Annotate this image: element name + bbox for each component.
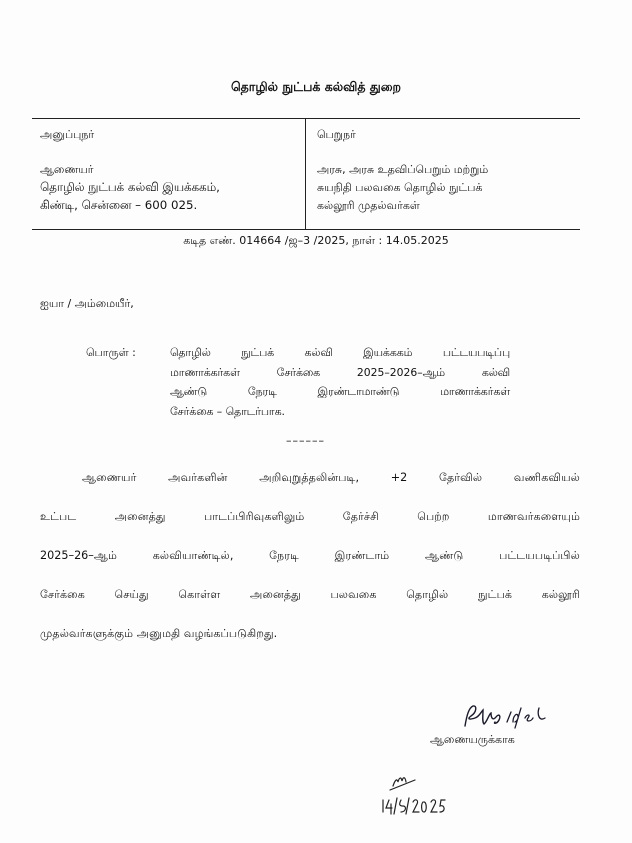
subject-word: நேரடி (247, 385, 277, 398)
recipient-line-2: சுயநிதி பலவகை தொழில் நுட்பக் (317, 181, 483, 194)
body-line (40, 540, 580, 571)
subject-word: இயக்ககம் (363, 346, 413, 359)
body-word: நேரடி (269, 549, 299, 562)
body-word: வணிகவியல் (513, 471, 580, 484)
body-word: அறிவுறுத்தலின்படி, (259, 471, 360, 484)
body-word: உட்பட (40, 510, 77, 523)
subject-line (170, 404, 510, 420)
signatory-label: ஆணையருக்காக (430, 733, 515, 746)
subject-word: பட்டயபடிப்பு (442, 346, 510, 359)
body-word: கல்லூரி (541, 588, 580, 601)
body-word: நுட்பக் (478, 588, 513, 601)
body-word: இரண்டாம் (334, 549, 390, 562)
body-word: மாணவர்களையும் (487, 510, 580, 523)
sender-designation: ஆணையர் (40, 163, 94, 176)
subject-word: மாணாக்கர்கள் (170, 365, 240, 379)
body-word: செய்து (114, 588, 149, 601)
body-word: தொழில் (406, 588, 449, 601)
subject-text (170, 345, 510, 419)
subject-word: நுட்பக் (241, 346, 275, 359)
body-word: 2025–26–ஆம் (40, 549, 118, 562)
table-divider (305, 118, 306, 230)
body-paragraph (40, 462, 580, 649)
subject-word: கல்வி (304, 346, 333, 359)
body-line (40, 579, 580, 610)
recipient-line-3: கல்லூரி முதல்வர்கள் (317, 199, 420, 212)
department-title: தொழில் நுட்பக் கல்வித் துறை (230, 79, 402, 94)
subject-word: 2025–2026–ஆம் (356, 365, 445, 379)
table-top-border (32, 118, 580, 119)
body-word: பாடப்பிரிவுகளிலும் (203, 510, 305, 523)
body-word: அவர்களின் (168, 471, 228, 484)
body-line (40, 501, 580, 532)
subject-separator: –––––– (286, 434, 325, 447)
body-word: அனைத்து (249, 588, 301, 601)
body-word: +2 (390, 471, 408, 484)
subject-line (170, 365, 510, 381)
recipient-label: பெறுநர் (317, 128, 356, 141)
sender-address: கிண்டி, சென்னை – 600 025. (40, 198, 198, 212)
subject-word: மாணாக்கர்கள் (440, 385, 510, 398)
handwritten-initials-date (375, 770, 465, 820)
body-word: தேர்ச்சி (342, 510, 379, 523)
body-word: பலவகை (330, 588, 377, 601)
body-word: சேர்க்கை (40, 588, 85, 601)
subject-line (170, 345, 510, 361)
body-line (40, 618, 580, 649)
subject-word: இரண்டாமாண்டு (317, 385, 400, 398)
body-word: கல்வியாண்டில், (152, 549, 234, 562)
salutation: ஐயா / அம்மையீர், (40, 297, 134, 310)
body-word: பெற்ற (417, 510, 450, 523)
subject-label: பொருள் : (86, 346, 136, 359)
subject-word: தொழில் (170, 346, 211, 359)
subject-word: ஆண்டு (170, 385, 208, 398)
sender-office: தொழில் நுட்பக் கல்வி இயக்ககம், (40, 180, 220, 194)
body-word: முதல்வர்களுக்கும் அனுமதி வழங்கப்படுகிறது. (40, 627, 278, 640)
recipient-line-1: அரசு, அரசு உதவிப்பெறும் மற்றும் (317, 163, 489, 176)
table-bottom-border (32, 229, 580, 230)
body-word: ஆண்டு (425, 549, 464, 562)
reference-number: கடித எண். 014664 /ஜ–3 /2025, நாள் : 14.05.2025 (183, 234, 449, 247)
body-word: கொள்ள (178, 588, 221, 601)
body-word: பட்டயபடிப்பில் (499, 549, 580, 562)
subject-line (170, 384, 510, 400)
subject-word: சேர்க்கை – தொடர்பாக. (170, 404, 285, 418)
body-word: தேர்வில் (439, 471, 483, 484)
sender-label: அனுப்புநர் (40, 128, 95, 141)
subject-word: சேர்க்கை (276, 365, 320, 379)
body-word: ஆணையர் (82, 471, 137, 484)
subject-word: கல்வி (481, 365, 510, 379)
body-word: அனைத்து (114, 510, 166, 523)
body-line (40, 462, 580, 493)
